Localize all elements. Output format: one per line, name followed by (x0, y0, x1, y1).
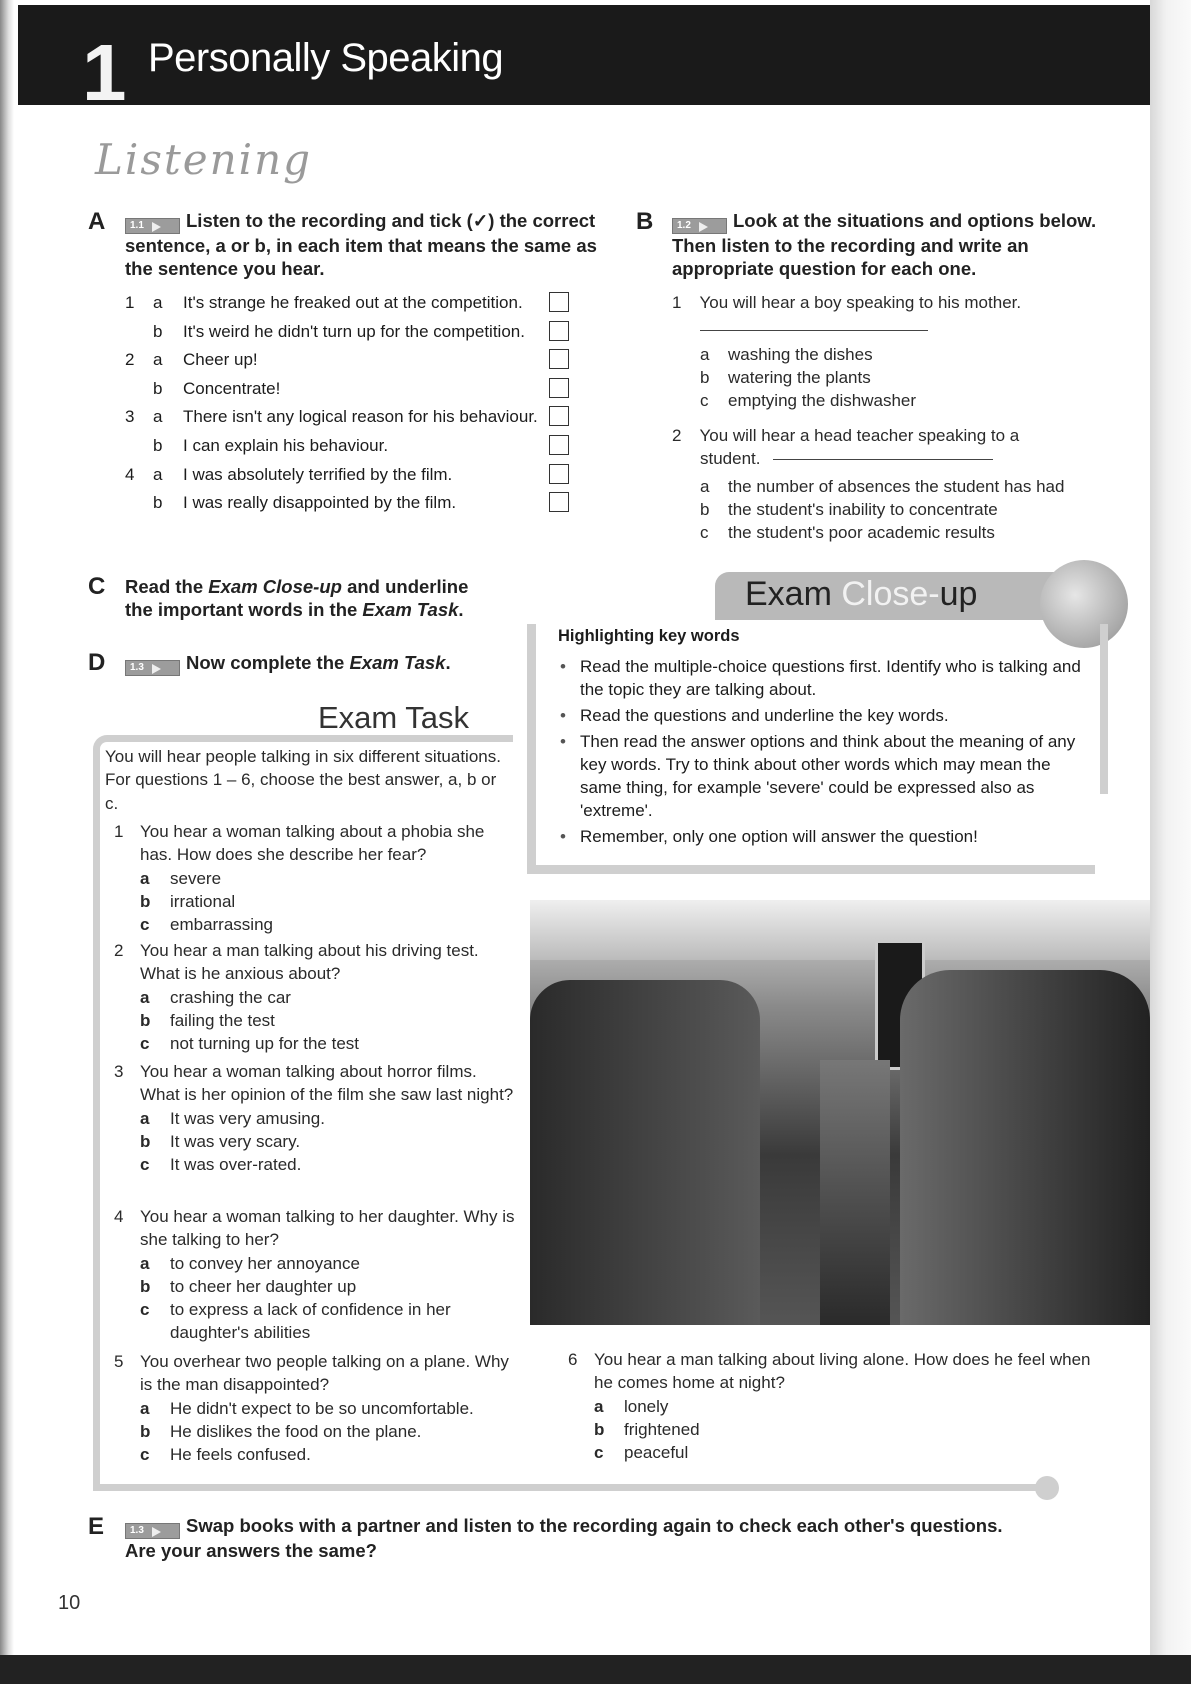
page-left-edge (0, 0, 14, 1684)
answer-option[interactable] (140, 1420, 520, 1443)
text: Swap books with a partner and listen to the recording again to check each other's questions. (186, 1515, 1003, 1536)
option-item (700, 389, 916, 412)
option-text: to convey her annoyance (170, 1253, 360, 1273)
option-item (700, 475, 1064, 498)
item-number: 2 (672, 426, 682, 445)
text: Exam (745, 575, 842, 613)
option-letter: c (700, 523, 709, 542)
item-text: It's weird he didn't turn up for the competition. (183, 321, 525, 341)
question-number: 2 (114, 941, 124, 960)
option-text: the student's poor academic results (728, 523, 995, 542)
question-item (114, 939, 520, 1055)
answer-option[interactable] (140, 1397, 520, 1420)
option-text: crashing the car (170, 987, 291, 1007)
option-item (700, 343, 916, 366)
option-text: emptying the dishwasher (728, 391, 917, 410)
option-item (700, 521, 1064, 544)
question-item (568, 1348, 1114, 1464)
text: and underline (341, 576, 469, 597)
question-item (114, 820, 520, 936)
exercise-a-instruction (125, 209, 625, 280)
option-letter: a (140, 1108, 150, 1128)
option-text: to cheer her daughter up (170, 1276, 357, 1296)
question-text: You hear a woman talking to her daughter. Why is she talking to her? (140, 1207, 515, 1250)
answer-option[interactable] (140, 1032, 520, 1055)
audio-track-icon: 1.2 (672, 218, 727, 234)
item-letter: b (153, 378, 163, 398)
option-letter: c (700, 391, 709, 410)
answer-option[interactable] (140, 1275, 520, 1298)
exam-task-intro: You will hear people talking in six different situations. For questions 1 – 6, choose the best answer, a, b or c. (105, 747, 501, 813)
option-text: It was very scary. (170, 1131, 301, 1151)
text: . (458, 599, 464, 620)
option-text: peaceful (624, 1443, 689, 1463)
item-text: Cheer up! (183, 350, 258, 370)
text: Are your answers the same? (125, 1540, 377, 1561)
option-letter: b (140, 891, 151, 911)
page-right-edge (1150, 0, 1191, 1684)
exam-task-box-end-dot (1035, 1476, 1059, 1500)
question-number: 4 (114, 1207, 124, 1226)
item-letter: b (153, 436, 163, 455)
text: Now complete the (186, 652, 350, 673)
option-text: lonely (624, 1396, 669, 1416)
option-item (700, 366, 916, 389)
exercise-a-items (125, 291, 745, 531)
option-text: irrational (170, 891, 236, 911)
item-number: 1 (672, 293, 682, 312)
bullet-item: • Read the questions and underline the key words. (580, 704, 1090, 727)
answer-option[interactable] (140, 1130, 520, 1153)
audio-track-icon: 1.3 (125, 1523, 180, 1539)
option-letter: a (140, 987, 150, 1007)
answer-line-1[interactable] (700, 330, 928, 331)
option-letter: c (594, 1443, 604, 1463)
item-number: 2 (125, 350, 135, 370)
answer-option[interactable] (140, 913, 520, 936)
option-letter: c (140, 1445, 150, 1465)
tick-checkbox[interactable] (549, 378, 569, 398)
question-number: 3 (114, 1062, 124, 1081)
option-letter: a (140, 1398, 150, 1418)
text: Close- (841, 575, 940, 613)
option-text: to express a lack of confidence in her daughter's abilities (170, 1300, 451, 1343)
exercise-d-letter: D (88, 649, 106, 676)
option-text: He feels confused. (170, 1445, 311, 1465)
bullet-item: • Remember, only one option will answer the question! (580, 825, 1090, 848)
item-letter: a (153, 350, 163, 370)
close-up-heading: Highlighting key words (558, 627, 740, 645)
option-text: watering the plants (728, 368, 871, 387)
answer-option[interactable] (140, 1252, 520, 1275)
answer-option[interactable] (140, 867, 520, 890)
option-letter: b (140, 1421, 151, 1441)
airplane-cabin-photo (530, 900, 1150, 1325)
option-letter: a (140, 868, 150, 888)
item-text: I can explain his behaviour. (183, 436, 389, 455)
b-question-2-options (700, 475, 1064, 544)
option-text: It was very amusing. (170, 1108, 325, 1128)
option-letter: b (140, 1131, 151, 1151)
answer-option[interactable] (140, 1443, 520, 1466)
exercise-a-letter: A (88, 208, 106, 235)
tick-checkbox[interactable] (549, 492, 569, 512)
tick-checkbox[interactable] (549, 464, 569, 484)
page-number: 10 (58, 1592, 81, 1614)
answer-option[interactable] (140, 1153, 520, 1176)
exercise-c-letter: C (88, 573, 106, 600)
option-letter: a (700, 345, 710, 364)
item-number: 1 (125, 293, 135, 312)
section-title: Listening (95, 135, 313, 184)
item-number: 4 (125, 464, 135, 484)
question-number: 6 (568, 1350, 578, 1369)
item-letter: b (153, 321, 163, 341)
question-text: You hear a man talking about his driving test. What is he anxious about? (140, 941, 479, 984)
item-text: You will hear a head teacher speaking to a (699, 426, 1020, 445)
option-letter: c (140, 1034, 150, 1054)
option-text: the number of absences the student has had (728, 477, 1065, 496)
exercise-c-instruction (125, 575, 545, 621)
text: the important words in the (125, 599, 363, 620)
exercise-b-instruction (672, 209, 1122, 280)
answer-option[interactable] (140, 890, 520, 913)
item-text: I was absolutely terrified by the film. (183, 464, 453, 484)
text: . (445, 652, 451, 673)
answer-option[interactable] (140, 1298, 520, 1345)
exercise-b-letter: B (636, 208, 654, 235)
close-up-bullets (550, 655, 1110, 855)
option-text: frightened (624, 1419, 700, 1439)
text: Exam Task (349, 652, 446, 673)
question-item (114, 1350, 520, 1466)
bullet-item: • Then read the answer options and think about the meaning of any key words. Try to think about other words which may mean the same thing, for example 'severe' could be expressed also as 'extreme'. (580, 730, 1090, 822)
instruction-text: Listen to the recording and tick (✓) the correct sentence, a or b, in each item that means the same as the sentence you hear. (125, 210, 597, 279)
item-letter: a (153, 407, 163, 427)
answer-line-2[interactable] (773, 459, 993, 460)
b-question-2 (672, 424, 1112, 470)
tick-checkbox[interactable] (549, 321, 569, 341)
item-text: You will hear a boy speaking to his mother. (699, 293, 1022, 312)
option-letter: c (140, 915, 150, 935)
option-text: not turning up for the test (170, 1034, 360, 1054)
answer-option[interactable] (140, 1107, 520, 1130)
question-text: You hear a woman talking about a phobia she has. How does she describe her fear? (140, 822, 485, 865)
close-up-title (745, 575, 977, 614)
text: Exam Task (362, 599, 459, 620)
unit-number: 1 (82, 28, 127, 117)
exam-task-box-bottom (93, 1484, 1053, 1491)
tick-checkbox[interactable] (549, 435, 569, 455)
option-letter: b (140, 1010, 151, 1030)
item-number: 3 (125, 407, 135, 427)
question-item (114, 1205, 520, 1345)
answer-option[interactable] (594, 1441, 1114, 1464)
option-text: It was over-rated. (170, 1155, 302, 1175)
option-letter: a (140, 1253, 150, 1273)
answer-option[interactable] (140, 1009, 520, 1032)
option-letter: a (594, 1396, 604, 1416)
question-item (114, 1060, 520, 1176)
option-letter: b (140, 1276, 151, 1296)
option-text: severe (170, 868, 222, 888)
b-question-1 (672, 291, 1021, 314)
tick-checkbox[interactable] (549, 292, 569, 312)
tick-checkbox[interactable] (549, 406, 569, 426)
option-letter: b (700, 500, 710, 519)
item-text: There isn't any logical reason for his behaviour. (183, 407, 538, 427)
item-text: It's strange he freaked out at the competition. (183, 293, 523, 312)
instruction-text: Look at the situations and options below. Then listen to the recording and write an appropriate question for each one. (672, 210, 1097, 279)
option-letter: a (700, 477, 710, 496)
option-text: embarrassing (170, 915, 273, 935)
answer-option[interactable] (594, 1395, 1114, 1418)
audio-track-icon: 1.1 (125, 218, 180, 234)
tick-checkbox[interactable] (549, 349, 569, 369)
audio-track-icon: 1.3 (125, 660, 180, 676)
text: Read the (125, 576, 209, 597)
question-text: You overhear two people talking on a plane. Why is the man disappointed? (140, 1352, 509, 1395)
option-letter: b (594, 1419, 605, 1439)
exercise-e-letter: E (88, 1513, 105, 1540)
question-text: You hear a woman talking about horror films. What is her opinion of the film she saw last night? (140, 1062, 514, 1105)
item-letter: a (153, 293, 163, 312)
option-text: He dislikes the food on the plane. (170, 1421, 422, 1441)
option-letter: c (140, 1300, 150, 1320)
option-text: washing the dishes (728, 345, 873, 364)
option-text: the student's inability to concentrate (728, 500, 998, 519)
option-text: He didn't expect to be so uncomfortable. (170, 1398, 474, 1418)
bullet-item: • Read the multiple-choice questions first. Identify who is talking and the topic they are talking about. (580, 655, 1090, 701)
question-text: You hear a man talking about living alone. How does he feel when he comes home at night? (594, 1350, 1091, 1393)
unit-title: Personally Speaking (148, 36, 504, 80)
bottom-bar (0, 1655, 1191, 1684)
question-number: 1 (114, 822, 124, 841)
item-letter: a (153, 464, 163, 484)
item-letter: b (153, 493, 163, 513)
question-number: 5 (114, 1352, 124, 1371)
text: up (939, 575, 978, 613)
exercise-d-instruction (125, 651, 451, 676)
option-item (700, 498, 1064, 521)
b-question-1-options (700, 343, 916, 412)
option-text: failing the test (170, 1010, 275, 1030)
answer-option[interactable] (140, 986, 520, 1009)
exercise-e-instruction (125, 1514, 1125, 1562)
item-text: Concentrate! (183, 378, 281, 398)
option-letter: b (700, 368, 710, 387)
exam-task-title: Exam Task (318, 700, 470, 735)
item-text: student. (700, 449, 761, 468)
item-text: I was really disappointed by the film. (183, 493, 457, 513)
answer-option[interactable] (594, 1418, 1114, 1441)
option-letter: c (140, 1155, 150, 1175)
text: Exam Close-up (208, 576, 342, 597)
